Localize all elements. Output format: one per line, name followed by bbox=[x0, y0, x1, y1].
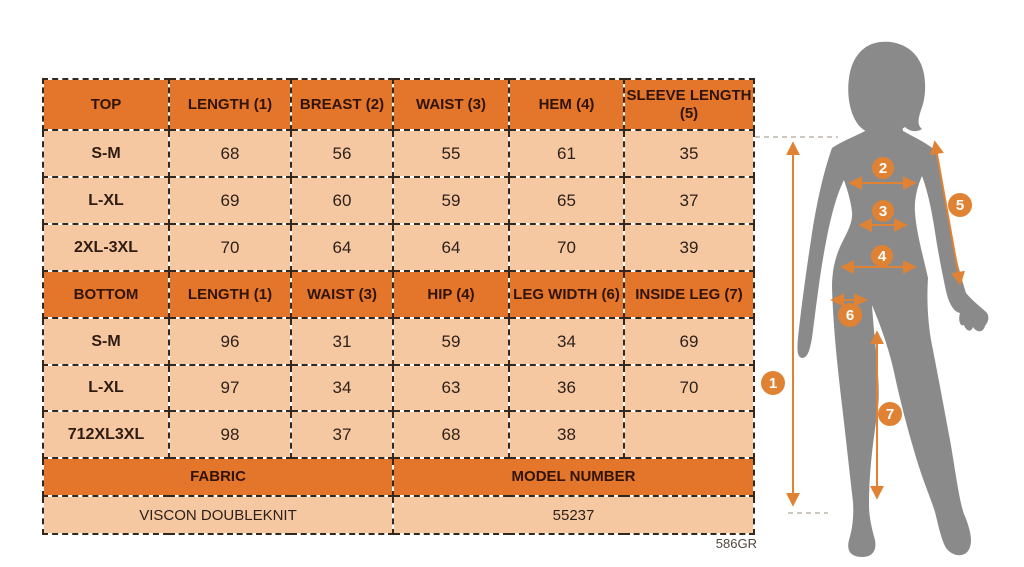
marker-number: 2 bbox=[878, 160, 888, 177]
column-header-length: LENGTH (1) bbox=[169, 79, 291, 130]
column-header-leg-width: LEG WIDTH (6) bbox=[509, 271, 624, 318]
value-cell: 37 bbox=[624, 177, 754, 224]
value-cell: 35 bbox=[624, 130, 754, 177]
size-label-cell: 2XL-3XL bbox=[43, 224, 169, 271]
footer-value-row bbox=[43, 496, 754, 534]
table-row bbox=[43, 365, 754, 411]
size-label-cell: 712XL3XL bbox=[43, 411, 169, 458]
column-header-waist: WAIST (3) bbox=[393, 79, 509, 130]
size-label-cell: L-XL bbox=[43, 365, 169, 411]
size-chart-table bbox=[42, 78, 755, 535]
column-header-breast: BREAST (2) bbox=[291, 79, 393, 130]
column-header-hem: HEM (4) bbox=[509, 79, 624, 130]
value-cell: 37 bbox=[291, 411, 393, 458]
table-row bbox=[43, 411, 754, 458]
body-silhouette bbox=[797, 113, 988, 557]
table-row bbox=[43, 177, 754, 224]
marker-badge-2 bbox=[872, 157, 894, 179]
marker-number: 3 bbox=[878, 203, 888, 220]
value-cell bbox=[624, 411, 754, 458]
marker-badge-1 bbox=[761, 371, 785, 395]
value-cell: 39 bbox=[624, 224, 754, 271]
value-cell: 65 bbox=[509, 177, 624, 224]
marker-number: 6 bbox=[845, 307, 855, 324]
value-cell: 55 bbox=[393, 130, 509, 177]
hair bbox=[848, 42, 925, 134]
style-code: 586GR bbox=[715, 536, 757, 551]
value-cell: 31 bbox=[291, 318, 393, 365]
size-label-cell: L-XL bbox=[43, 177, 169, 224]
value-cell: 60 bbox=[291, 177, 393, 224]
column-header-length: LENGTH (1) bbox=[169, 271, 291, 318]
model-number-header-cell: MODEL NUMBER bbox=[393, 458, 754, 496]
value-cell: 68 bbox=[393, 411, 509, 458]
value-cell: 64 bbox=[393, 224, 509, 271]
marker-badge-7 bbox=[878, 402, 902, 426]
table-row bbox=[43, 130, 754, 177]
value-cell: 34 bbox=[291, 365, 393, 411]
marker-number: 1 bbox=[768, 375, 778, 392]
size-label-cell: S-M bbox=[43, 318, 169, 365]
value-cell: 59 bbox=[393, 318, 509, 365]
marker-badge-4 bbox=[871, 245, 893, 267]
value-cell: 98 bbox=[169, 411, 291, 458]
marker-badge-3 bbox=[872, 200, 894, 222]
measurement-diagram bbox=[750, 0, 1024, 567]
marker-number: 7 bbox=[885, 406, 895, 423]
value-cell: 63 bbox=[393, 365, 509, 411]
marker-badge-5 bbox=[948, 193, 972, 217]
value-cell: 68 bbox=[169, 130, 291, 177]
column-header-inside-leg: INSIDE LEG (7) bbox=[624, 271, 754, 318]
marker-number: 5 bbox=[955, 197, 965, 214]
table-row bbox=[43, 224, 754, 271]
fabric-header-cell: FABRIC bbox=[43, 458, 393, 496]
value-cell: 69 bbox=[169, 177, 291, 224]
value-cell: 56 bbox=[291, 130, 393, 177]
table-row bbox=[43, 318, 754, 365]
top-header-row bbox=[43, 79, 754, 130]
column-header-sleeve-length: SLEEVE LENGTH (5) bbox=[624, 79, 754, 130]
value-cell: 70 bbox=[624, 365, 754, 411]
value-cell: 70 bbox=[169, 224, 291, 271]
bottom-header-row bbox=[43, 271, 754, 318]
column-header-waist: WAIST (3) bbox=[291, 271, 393, 318]
value-cell: 64 bbox=[291, 224, 393, 271]
value-cell: 34 bbox=[509, 318, 624, 365]
model-number-value-cell: 55237 bbox=[393, 496, 754, 534]
value-cell: 96 bbox=[169, 318, 291, 365]
footer-header-row bbox=[43, 458, 754, 496]
value-cell: 61 bbox=[509, 130, 624, 177]
column-header-bottom: BOTTOM bbox=[43, 271, 169, 318]
fabric-value-cell: VISCON DOUBLEKNIT bbox=[43, 496, 393, 534]
column-header-top: TOP bbox=[43, 79, 169, 130]
value-cell: 70 bbox=[509, 224, 624, 271]
value-cell: 97 bbox=[169, 365, 291, 411]
value-cell: 69 bbox=[624, 318, 754, 365]
size-label-cell: S-M bbox=[43, 130, 169, 177]
marker-badge-6 bbox=[838, 303, 862, 327]
marker-number: 4 bbox=[877, 248, 887, 265]
column-header-hip: HIP (4) bbox=[393, 271, 509, 318]
value-cell: 36 bbox=[509, 365, 624, 411]
value-cell: 38 bbox=[509, 411, 624, 458]
value-cell: 59 bbox=[393, 177, 509, 224]
